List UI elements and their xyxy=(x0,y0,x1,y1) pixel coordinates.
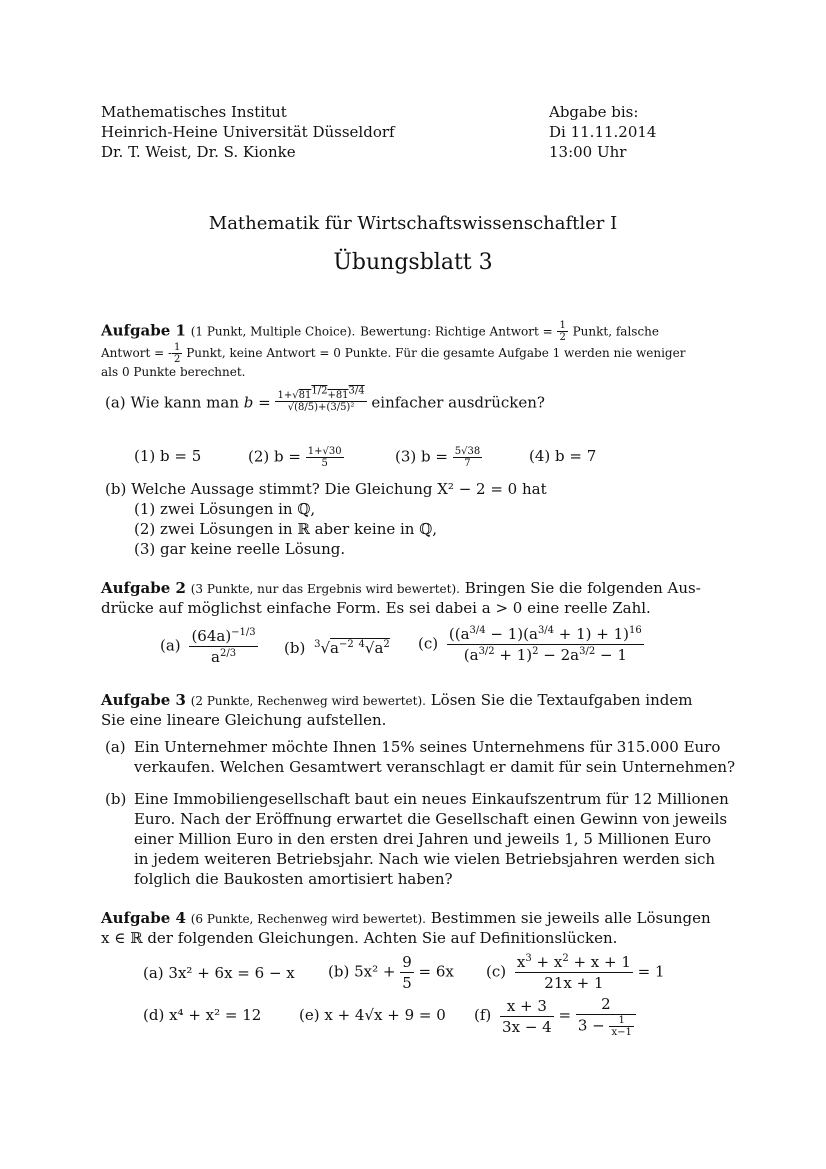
a4-eq-c-fraction: $\frac{x^3 + x^2 + x + 1}{21x + 1}$ xyxy=(516,953,631,992)
a1-intro1: Bewertung: Richtige Antwort = xyxy=(360,324,553,339)
a3b-line-5: folglich die Baukosten amortisiert haben? xyxy=(134,870,453,888)
a4-eq-b-fraction: $\frac{9}{5}$ xyxy=(402,953,412,992)
a2-expr-c xyxy=(418,624,644,665)
a1-intro3: als 0 Punkte berechnet. xyxy=(101,365,246,379)
a3b-line-4: in jedem weiteren Betriebsjahr. Nach wie vielen Betriebsjahren werden sich xyxy=(134,850,716,868)
choice-1: (1) b = 5 xyxy=(134,447,202,465)
choice-3-fraction: $\frac{5√38}{7}$ xyxy=(454,446,481,469)
sheet-title: Übungsblatt 3 xyxy=(333,250,493,275)
institute-name: Mathematisches Institut xyxy=(101,103,287,121)
choice-3-label: (3) b = xyxy=(395,447,448,466)
a1b-label: (b) xyxy=(105,480,127,498)
a1-line1 xyxy=(101,320,659,343)
a2-fraction-c: $\frac{((a^{3/4} - 1)(a^{3/4} + 1) + 1)^{16}}{(a^{3/2} + 1)^2 - 2a^{3/2} - 1}$ xyxy=(448,625,642,664)
a3a-line-2: verkaufen. Welchen Gesamtwert veranschlagt er damit für sein Unternehmen? xyxy=(134,758,736,776)
a3-text2: Sie eine lineare Gleichung aufstellen. xyxy=(101,711,387,729)
a4-meta: (6 Punkte, Rechenweg wird bewertet). xyxy=(190,912,426,926)
a3b-line-2: Euro. Nach der Eröffnung erwartet die Gesellschaft einen Gewinn von jeweils xyxy=(134,810,728,828)
a2-label-a: (a) xyxy=(160,636,181,655)
choice-2-label: (2) b = xyxy=(248,447,301,466)
a4-eq-d: (d) x⁴ + x² = 12 xyxy=(143,1006,262,1024)
a1b-item-1: (1) zwei Lösungen in ℚ, xyxy=(134,500,316,518)
choice-3 xyxy=(395,446,482,469)
a3b-line-3: einer Million Euro in den ersten drei Jahren und jeweils 1, 5 Millionen Euro xyxy=(134,830,712,848)
choice-2-fraction: $\frac{1+√30}{5}$ xyxy=(307,446,342,469)
a4-eq-c: (c) $\frac{x^3 + x^2 + x + 1}{21x + 1}$ = 1 xyxy=(486,953,665,992)
a1-label: Aufgabe 1 xyxy=(101,321,186,340)
a4-eq-a: (a) 3x² + 6x = 6 − x xyxy=(143,964,295,982)
var-b: b xyxy=(243,393,254,412)
a1-meta: (1 Punkt, Multiple Choice). xyxy=(190,324,356,339)
a4-label: Aufgabe 4 xyxy=(101,909,186,927)
a2-line1 xyxy=(101,578,701,599)
lecturers: Dr. T. Weist, Dr. S. Kionke xyxy=(101,143,296,161)
a4-eq-e: (e) x + 4√x + 9 = 0 xyxy=(299,1006,446,1024)
a1b-item-3: (3) gar keine reelle Lösung. xyxy=(134,540,346,558)
a3-label: Aufgabe 3 xyxy=(101,691,186,709)
a1a-text1: Wie kann man xyxy=(130,393,239,412)
a4-text2: x ∈ ℝ der folgenden Gleichungen. Achten Sie auf Definitionslücken. xyxy=(101,929,618,947)
a1-intro1b: Punkt, falsche xyxy=(572,324,660,339)
university-name: Heinrich-Heine Universität Düsseldorf xyxy=(101,123,395,141)
a2-fraction-a: $\frac{(64a)^{-1/3}}{a^{2/3}}$ xyxy=(191,627,256,666)
a2-label-b: (b) xyxy=(284,639,306,657)
header-right xyxy=(549,102,656,162)
half-fraction-neg: $\frac{1}{2}$ xyxy=(174,342,181,365)
a4-line1 xyxy=(101,908,711,929)
a4-eq-b-post: = 6x xyxy=(418,962,454,981)
a1b-text: Welche Aussage stimmt? Die Gleichung X² − 2 = 0 hat xyxy=(131,480,547,498)
a4-eq-b xyxy=(328,952,454,993)
due-time: 13:00 Uhr xyxy=(549,143,627,161)
a2-expr-b: (b) $^3√a^{-2}$ $^4√a^2$ xyxy=(284,639,390,657)
a4-eq-f-left: $\frac{x + 3}{3x - 4}$ xyxy=(502,996,552,1036)
a2-label-c: (c) xyxy=(418,634,439,653)
a3b-line-1: Eine Immobiliengesellschaft baut ein neues Einkaufszentrum für 12 Millionen xyxy=(134,790,729,808)
choice-2 xyxy=(248,446,344,469)
course-title: Mathematik für Wirtschaftswissenschaftler I xyxy=(208,213,618,234)
a1-intro2b: Punkt, keine Antwort = 0 Punkte. Für die gesamte Aufgabe 1 werden nie weniger xyxy=(186,346,686,360)
a2-label: Aufgabe 2 xyxy=(101,579,186,597)
a3b-label: (b) xyxy=(105,790,127,808)
choice-4: (4) b = 7 xyxy=(529,447,597,465)
a3-text1: Lösen Sie die Textaufgaben indem xyxy=(430,691,693,709)
due-label: Abgabe bis: xyxy=(549,103,639,121)
half-fraction: $\frac{1}{2}$ xyxy=(559,320,566,343)
a1a-text2: einfacher ausdrücken? xyxy=(371,393,545,412)
a1-intro2a: Antwort = - xyxy=(101,346,173,360)
a1b-item-2: (2) zwei Lösungen in ℝ aber keine in ℚ, xyxy=(134,520,438,538)
a2-meta: (3 Punkte, nur das Ergebnis wird bewertet). xyxy=(190,582,460,596)
a4-eq-f-label: (f) xyxy=(474,1006,492,1024)
a2-expr-a xyxy=(160,626,258,667)
a2-text2: drücke auf möglichst einfache Form. Es sei dabei a > 0 eine reelle Zahl. xyxy=(101,599,651,617)
a4-eq-c-label: (c) xyxy=(486,962,507,981)
a4-text1: Bestimmen sie jeweils alle Lösungen xyxy=(430,909,711,927)
a3a-label: (a) xyxy=(105,738,126,756)
a3a-line-1: Ein Unternehmer möchte Ihnen 15% seines Unternehmens für 315.000 Euro xyxy=(134,738,721,756)
a1a-line: (a) Wie kann man b = $\frac{1+√81^{1/2}+81^{3/4}}{\text{√(8/5)+(3/5)²}}$ einfacher ausdrücken? xyxy=(105,385,545,413)
a2-text1: Bringen Sie die folgenden Aus- xyxy=(464,579,701,597)
a3-meta: (2 Punkte, Rechenweg wird bewertet). xyxy=(190,694,426,708)
a3-line1 xyxy=(101,690,692,711)
b-expression: $\frac{1+√81^{1/2}+81^{3/4}}{\text{√(8/5)+(3/5)²}}$ xyxy=(277,385,365,413)
header-left xyxy=(101,102,395,162)
a4-eq-b-pre: (b) 5x² + xyxy=(328,962,396,981)
a4-eq-f: (f) $\frac{x + 3}{3x - 4}$ = 2 3 − $\frac{1}{x-1}$ xyxy=(474,994,636,1038)
a1a-label: (a) xyxy=(105,393,126,412)
due-date: Di 11.11.2014 xyxy=(549,123,657,141)
a1b-line xyxy=(105,479,547,499)
a4-eq-f-right: 2 3 − $\frac{1}{x-1}$ xyxy=(576,994,636,1038)
